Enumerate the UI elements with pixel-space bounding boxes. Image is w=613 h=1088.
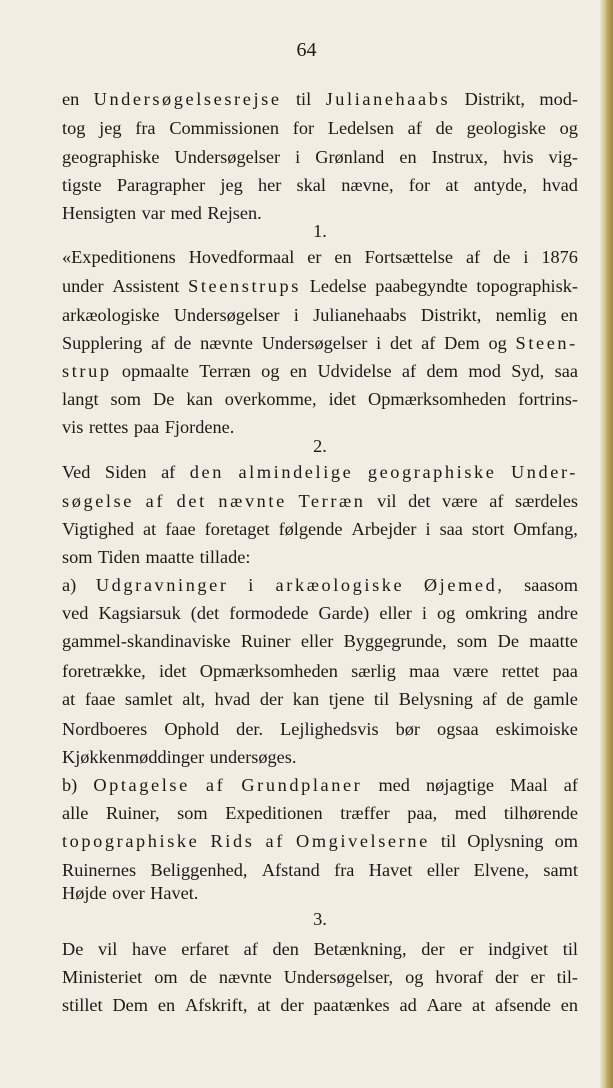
word: Vigtighed [62,519,135,539]
word: nævnte [218,491,287,511]
word: ved [62,603,89,623]
text-line [62,600,578,626]
word: Fortsættelse [364,247,453,267]
word: Steen- [515,333,578,353]
text-line [62,330,578,356]
word: Havet [368,860,413,880]
word: topographiske [62,831,200,851]
word: er [530,967,545,987]
word: den [189,462,224,482]
word: var [141,203,165,223]
word: af [151,333,166,353]
word: til [562,939,578,959]
word: i [425,519,431,539]
text-line [62,244,578,270]
word: mod [468,361,501,381]
word: Distrikt, [464,89,525,109]
word: vil [377,491,397,511]
word: Ruiner, [105,803,160,823]
word: Undersøgelser [261,333,368,353]
word: følgende [278,519,343,539]
word: særlig [351,661,396,681]
page-edge [600,0,613,1088]
word: de [174,333,192,353]
word: faae [84,689,116,709]
word: Aare [426,995,463,1015]
word: saa [439,519,463,539]
word: Belysning [398,689,473,709]
word: foretrække, [62,661,146,681]
word: Kjøkkenmøddinger [62,747,205,767]
word: Ved [62,462,91,482]
word: geologiske [466,118,546,138]
word: af [407,118,422,138]
word: under [62,276,104,296]
word: Steenstrups [188,276,302,296]
word: Syd, [511,361,545,381]
word: hvoraf [435,967,484,987]
word: Terræn [199,361,251,381]
word: Fjordene. [164,417,235,437]
word: at [445,175,459,195]
word: og [488,333,507,353]
word: gammel-skandinaviske [62,631,231,651]
word: om [154,967,178,987]
word: Julianehaabs [313,305,407,325]
word: Ledelsen [327,118,394,138]
word: Rids [210,831,255,851]
word: at [62,689,76,709]
page-number: 64 [296,39,317,61]
word: overkomme, [224,389,317,409]
word: de [493,247,511,267]
word: hvad [214,689,251,709]
word: Maal [510,775,548,795]
word: Opmærksomheden [368,389,507,409]
word: paatænkes [313,995,390,1015]
word: rettes [88,417,129,437]
word: hvad [542,175,578,195]
word: at [257,995,271,1015]
word: Siden [104,462,147,482]
word: nøjagtige [426,775,495,795]
word: i [293,305,299,325]
word: Ruiner [240,631,291,651]
word: nævnte [218,967,272,987]
word: De [497,631,519,651]
word: Omfang, [513,519,578,539]
word: af [145,491,166,511]
word: maa [409,661,440,681]
word: nævne, [341,175,394,195]
word: Afskrift, [184,995,248,1015]
word: andre [537,603,578,623]
word: Højde [62,883,107,903]
word: i [523,247,529,267]
word: den [272,939,299,959]
word: i [376,333,382,353]
word: en [560,305,578,325]
word: Elvene, [473,860,529,880]
word: paabegyndte [375,276,468,296]
word: eller [300,631,334,651]
word: saasom [524,575,578,595]
word: om [554,831,578,851]
word: Hensigten [62,203,137,223]
word: Ruinernes [62,860,137,880]
word: for [408,175,431,195]
word: træffer [340,803,390,823]
word: Betænkning, [313,939,407,959]
text-line [62,572,578,598]
word: vig- [548,147,578,167]
word: Optagelse [93,775,190,795]
word: paa, [407,803,438,823]
word: til [440,831,457,851]
word: kan [186,389,213,409]
word: at [471,995,486,1015]
word: af [401,361,417,381]
word: afsende [495,995,551,1015]
word: være [452,661,489,681]
word: med [170,203,202,223]
word: af [563,775,578,795]
word: maatte [145,547,195,567]
word: af [482,689,497,709]
word: de [506,689,524,709]
word: Julianehaabs [325,89,451,109]
word: antyde, [473,175,528,195]
word: kan [292,689,320,709]
word: stort [471,519,505,539]
word: 2. [313,436,327,456]
word: Ophold [164,719,220,739]
word: Nordboeres [62,719,148,739]
word: som [456,631,488,651]
word: Supplering [62,333,143,353]
section-number [62,218,578,244]
word: Undersøgelser [174,147,281,167]
word: Beliggenhed, [150,860,248,880]
word: Undersøgelser [173,305,280,325]
word: faae [165,519,196,539]
text-line [62,144,578,170]
word: Hovedformaal [188,247,295,267]
word: geographiske [367,462,497,482]
text-line [62,658,578,684]
word: søgelse [62,491,135,511]
word: vil [98,939,118,959]
word: der [259,689,284,709]
word: foretaget [204,519,270,539]
text-line [62,302,578,328]
word: jeg [99,118,122,138]
word: Ledelse [309,276,367,296]
text-line [62,516,578,542]
word: nævnte [200,333,253,353]
word: Dem [112,995,149,1015]
text-line [62,964,578,990]
word: Commissionen [169,118,280,138]
word: samt [543,860,578,880]
word: som [110,389,142,409]
word: (det [190,603,220,623]
text-line [62,686,578,712]
word: 1. [313,221,327,241]
text-line [62,386,578,412]
word: en [399,147,417,167]
word: at [143,519,157,539]
word: over [112,883,145,903]
word: Havet. [150,883,199,903]
word: af [243,939,258,959]
word: Omgivelserne [296,831,430,851]
word: og [405,967,424,987]
word: der [421,939,445,959]
word: Opmærksomheden [199,661,338,681]
word: stillet [62,995,103,1015]
word: Udvidelse [317,361,392,381]
word: med [454,803,487,823]
word: ogsaa [437,719,479,739]
word: erfaret [181,939,229,959]
word: alt, [182,689,206,709]
word: idet [159,661,187,681]
word: Grønland [315,147,385,167]
word: Dem [444,333,480,353]
word: med [378,775,410,795]
word: som [62,547,93,567]
word: fra [334,860,355,880]
word: en [334,247,352,267]
word: paa [133,417,160,437]
word: omkring [465,603,528,623]
word: fortrins- [518,389,578,409]
word: vis [62,417,84,437]
word: idet [328,389,357,409]
text-line [62,86,578,112]
word: af [489,491,504,511]
word: gamle [533,689,578,709]
word: langt [62,389,99,409]
word: som [177,803,208,823]
word: Undersøgelsesrejse [93,89,282,109]
word: til- [556,967,578,987]
word: Udgravninger [95,575,229,595]
text-line [62,172,578,198]
word: formodede [229,603,309,623]
word: skal [296,175,326,195]
section-number [62,433,578,459]
word: de [189,967,207,987]
text-line [62,936,578,962]
word: tillade: [199,547,251,567]
word: af [265,831,285,851]
word: af [465,247,481,267]
word: Paragrapher [116,175,206,195]
word: være [442,491,478,511]
word: Undersøgelser, [283,967,394,987]
text-line [62,744,578,770]
word: Kagsiarsuk [98,603,181,623]
word: eskimoiske [495,719,578,739]
word: geographiske [62,147,160,167]
word: her [257,175,282,195]
word: tog [62,118,86,138]
word: undersøges. [209,747,297,767]
word: 1876 [541,247,578,267]
word: saa [554,361,578,381]
word: Instrux, [431,147,488,167]
word: det [176,491,207,511]
word: i [295,147,301,167]
word: i [421,603,427,623]
word: en [157,995,176,1015]
word: have [132,939,167,959]
word: Under- [510,462,578,482]
word: strup [62,361,112,381]
word: rettet [501,661,540,681]
word: samlet [124,689,173,709]
word: i [248,575,256,595]
word: det [389,333,413,353]
word: af [421,333,436,353]
word: til [295,89,312,109]
word: Arbejder [351,519,417,539]
word: nemlig [495,305,547,325]
word: Rejsen. [207,203,262,223]
word: de [435,118,453,138]
word: arkæologiske [275,575,405,595]
word: der [495,967,519,987]
word: Garde) [318,603,370,623]
word: eller [379,603,412,623]
word: og [559,118,578,138]
word: hvis [503,147,534,167]
text-line [62,273,578,299]
word: Tiden [97,547,140,567]
word: fra [135,118,156,138]
text-line [62,488,578,514]
word: arkæologiske [62,305,160,325]
word: Øjemed, [423,575,505,595]
word: er [459,939,474,959]
text-line [62,880,578,906]
word: topographisk- [476,276,578,296]
word: «Expeditionens [62,247,176,267]
word: jeg [220,175,243,195]
word: en [560,995,578,1015]
word: dem [426,361,458,381]
word: Assistent [112,276,180,296]
word: Oplysning [467,831,544,851]
word: 3. [313,909,327,929]
word: der. [236,719,264,739]
word: De [153,389,175,409]
word: til [373,689,390,709]
word: en [62,89,80,109]
text-line [62,772,578,798]
text-line [62,628,578,654]
text-line [62,358,578,384]
text-line [62,716,578,742]
text-line [62,115,578,141]
word: og [261,361,280,381]
word: Lejlighedsvis [280,719,379,739]
word: tilhørende [503,803,578,823]
text-line [62,828,578,854]
word: Distrikt, [420,305,482,325]
word: Afstand [261,860,320,880]
word: der [280,995,304,1015]
word: ad [399,995,417,1015]
text-line [62,459,578,485]
word: eller [426,860,460,880]
text-line [62,800,578,826]
word: Expeditionen [225,803,323,823]
word: Terræn [298,491,366,511]
word: en [289,361,308,381]
word: det [408,491,431,511]
word: almindelige [238,462,354,482]
word: indgivet [488,939,549,959]
word: mod- [539,89,578,109]
word: Grundplaner [241,775,363,795]
word: for [292,118,315,138]
word: De [62,939,84,959]
word: maatte [529,631,578,651]
word: særdeles [515,491,578,511]
word: og [437,603,456,623]
word: a) [62,575,77,595]
word: bør [395,719,420,739]
word: af [161,462,176,482]
word: tjene [328,689,365,709]
word: er [307,247,322,267]
text-line [62,544,578,570]
word: opmaalte [121,361,189,381]
word: paa [552,661,578,681]
section-number [62,906,578,932]
text-line [62,992,578,1018]
word: b) [62,775,78,795]
word: Byggegrunde, [343,631,447,651]
word: af [205,775,226,795]
word: Ministeriet [62,967,143,987]
word: alle [62,803,89,823]
word: tigste [62,175,102,195]
